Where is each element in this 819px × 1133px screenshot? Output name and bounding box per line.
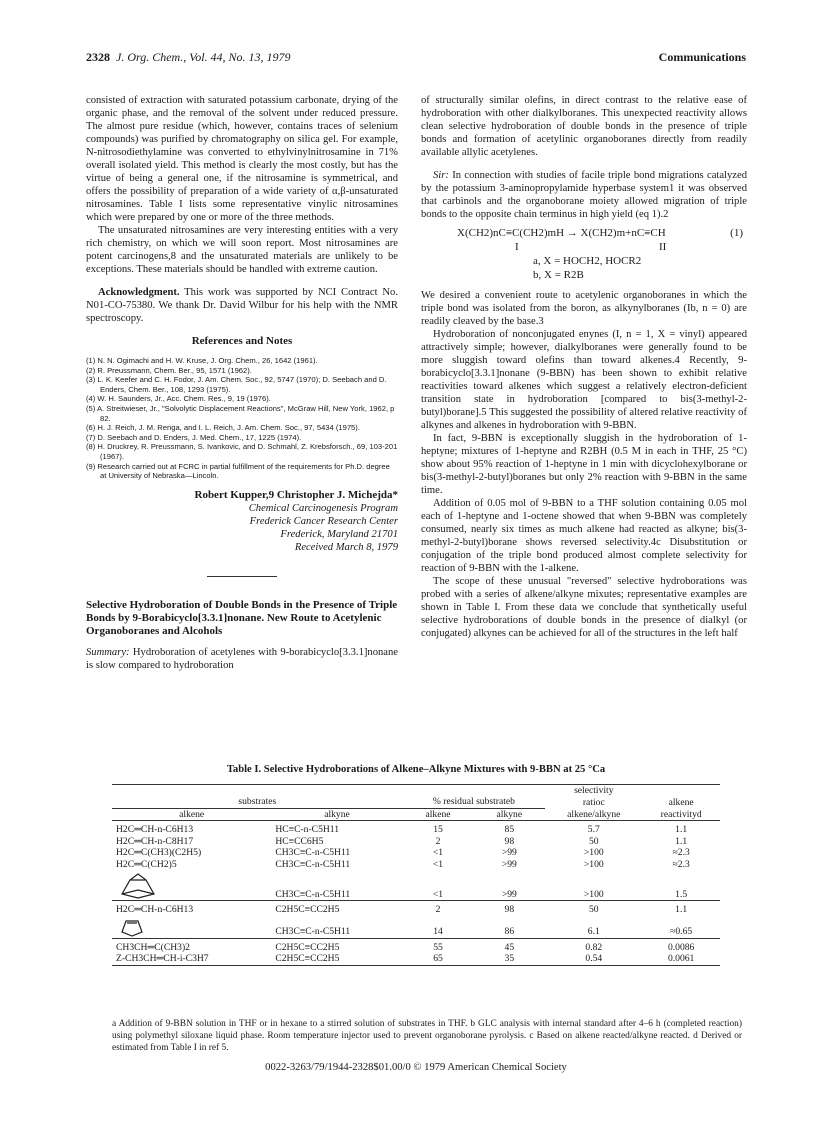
- reference-item: (4) W. H. Saunders, Jr., Acc. Chem. Res., 9, 19 (1976).: [86, 394, 271, 404]
- table-footnotes: a Addition of 9-BBN solution in THF or in hexane to a stirred solution of substrates in THF. b GLC analysis with internal standard after 4–6 h (completed reaction) using polymethyl siloxane liquid phase. Room temperature injector used to prevent organoborane pyrolysis. c Based on alkene reacted/alkyne reacted. d Derived or estimated from Table I in ref 5.: [112, 1019, 742, 1053]
- received-date: Received March 8, 1979: [294, 541, 398, 553]
- data-table: [112, 784, 720, 966]
- col-header: % residual substrateb: [432, 796, 515, 807]
- body-paragraph: of structurally similar olefins, in direct contrast to the relative ease of hydroboration with other dialkylboranes. This unexpected reactivity allows clean selective hydroboration of double bonds in the presence of triple bonds and formation of acetylinic organoboranes directly from readily available allylic acetylenes.: [421, 95, 747, 158]
- body-paragraph: Addition of 0.05 mol of 9-BBN to a THF solution containing 0.05 mol each of 1-heptyne and 1-octene showed that when 9-BBN was completely consumed, nearly six times as much alkene had reacted as alkyne; bis(3-methyl-2-butyl)borane shows reversed selectivity.4c Disubstitution or conjugation of the triple bond produced almost complete selectivity for reaction of 9-BBN with the 1-alkene.: [421, 498, 747, 574]
- table-row: CH3CH═C(CH3)2 C2H5C≡CC2H5 55 45 0.82 0.0086: [112, 938, 720, 953]
- col-header: alkyne: [271, 808, 402, 821]
- body-paragraph: The unsaturated nitrosamines are very interesting entities with a very rich chemistry, on which we will soon report. Most nitrosamines are potent carcinogens,8 and the unsaturated materials are unlikely to be exceptions. These materials should be handled with extreme caution.: [86, 225, 398, 275]
- section-label: Communications: [658, 50, 746, 64]
- journal-citation: J. Org. Chem., Vol. 44, No. 13, 1979: [116, 50, 291, 64]
- equation-number: (1): [730, 227, 743, 239]
- reference-item: (9) Research carried out at FCRC in partial fulfillment of the requirements for Ph.D. degree at University of Nebraska—Lincoln.: [86, 461, 390, 481]
- equation-def: a, X = HOCH2, HOCR2: [533, 255, 642, 267]
- equation-text: X(CH2)nC≡C(CH2)mH → X(CH2)m+nC≡CH: [457, 227, 666, 239]
- right-column: [421, 94, 747, 640]
- section-divider: [207, 576, 277, 577]
- table-row: H2C═C(CH3)(C2H5) CH3C≡C-n-C5H11 <1 >99 >100 ≈2.3: [116, 847, 690, 858]
- reference-item: (6) H. J. Reich, J. M. Renga, and I. L. Reich, J. Am. Chem. Soc., 97, 5434 (1975).: [86, 423, 360, 433]
- col-header: alkene: [668, 796, 694, 808]
- col-header: alkyne: [473, 808, 545, 821]
- reference-item: (1) N. N. Ogimachi and H. W. Kruse, J. Org. Chem., 26, 1642 (1961).: [86, 356, 318, 365]
- body-paragraph: The scope of these unusual "reversed" selective hydroborations was probed with a series of alkene/alkyne mixutes; representative examples are shown in Table I. From these data we conclude that synthetically useful selective hydroborations of double bonds in the presence of dialkyl (or conjugated) alkynes can be achieved for all of the structures in the left half: [421, 576, 747, 639]
- table-row: H2C═CH-n-C6H13 HC≡C-n-C5H11 15 85 5.7 1.1: [116, 824, 688, 835]
- copyright-footer: 0022-3263/79/1944-2328$01.00/0 © 1979 American Chemical Society: [265, 1062, 567, 1073]
- reference-item: (3) L. K. Keefer and C. H. Fodor, J. Am. Chem. Soc., 92, 5747 (1970); D. Seebach and D. Enders, Chem. Ber., 108, 1293 (1975).: [86, 375, 387, 394]
- table-title: Table I. Selective Hydroborations of Alkene–Alkyne Mixtures with 9-BBN at 25 °Ca: [226, 764, 606, 775]
- table-row: H2C═C(CH2)5 CH3C≡C-n-C5H11 <1 >99 >100 ≈2.3: [116, 858, 690, 870]
- table-row: H2C═CH-n-C6H13 C2H5C≡CC2H5 2 98 50 1.1: [112, 901, 720, 916]
- equation-1: [421, 225, 747, 283]
- col-header: alkene: [112, 808, 271, 821]
- body-paragraph: Hydroboration of nonconjugated enynes (I, n = 1, X = vinyl) appeared attractively simple; however, dialkylboranes were generally found to be more sluggish toward olefins than toward alkenes.4 Recently, 9-borabicyclo[3.3.1]nonane (9-BBN) has been shown to exhibit relative reactivities toward alkenes which suggest a relatively electron-deficient transition state in hydroboration [compared to bis(3-methyl-2-butyl)borane].5 This suggested the possibility of altered relative reactivity of alkynes and alkenes in hydroboration with 9-BBN.: [421, 329, 747, 431]
- table-row: CH3C≡C-n-C5H11 <1 >99 >100 1.5: [112, 870, 720, 901]
- body-paragraph: In fact, 9-BBN is exceptionally sluggish in the hydroboration of 1-heptyne; mixtures of 1-heptyne and R2BH (0.5 M in each in THF, 25 °C) show about 95% reaction of 1-heptyne in 1 min with dicyclohexylborane or bis(3-methyl-2-butyl)boranes but only 2% reaction with 9-BBN in the same time.: [421, 433, 747, 496]
- left-column: [86, 94, 398, 672]
- col-header: alkene: [403, 808, 474, 821]
- running-header: [86, 50, 746, 66]
- affiliation-line: Frederick Cancer Research Center: [249, 515, 398, 527]
- references-list: [86, 356, 398, 481]
- equation-def: b, X = R2B: [533, 269, 584, 281]
- col-header: alkene/alkyne: [567, 808, 621, 820]
- authors: Robert Kupper,9 Christopher J. Michejda*: [194, 488, 398, 501]
- summary: Summary: Hydroboration of acetylenes with 9-borabicyclo[3.3.1]nonane is slow compared to hydroboration: [86, 646, 398, 671]
- col-header: reactivityd: [660, 808, 702, 820]
- references-heading: References and Notes: [191, 335, 293, 347]
- col-header: ratioc: [582, 796, 605, 808]
- cyclopentene-structure: [116, 916, 148, 938]
- compound-label: I: [515, 241, 519, 253]
- article-title: Selective Hydroboration of Double Bonds in the Presence of Triple Bonds by 9-Borabicyclo[3.3.1]nonane. New Route to Acetylenic Organoboranes and Alcohols: [86, 598, 398, 637]
- reference-item: (5) A. Streitwieser, Jr., "Solvolytic Displacement Reactions", McGraw Hill, New York, 1962, p 82.: [86, 403, 395, 423]
- body-paragraph: consisted of extraction with saturated potassium carbonate, drying of the organic phase, and the removal of the solvent under reduced pressure. The almost pure residue (which, however, contains traces of selenium compounds) was purified by chromatography on silica gel. For example, N-nitrosodiethylamine was converted to ethylvinylnitrosamine in 71% overall isolated yield. This method is clearly the most costly, but has the virtue of being a general one, if the nitrosamine is symmetrical, and offers the possibility of preparation of a wide variety of α,β-unsaturated nitrosamines. Table I lists some representative vinylic nitrosamines which were prepared by one or more of the three methods.: [86, 95, 398, 223]
- body-paragraph: We desired a convenient route to acetylenic organoboranes in which the triple bond was isolated from the boron, as alkynylboranes (Ib, n = 0) are readily cleaved by the base.3: [421, 290, 747, 327]
- table-row: H2C═CH-n-C8H17 HC≡CC6H5 2 98 50 1.1: [116, 835, 688, 847]
- reference-item: (2) R. Preussmann, Chem. Ber., 95, 1571 (1962).: [86, 365, 252, 375]
- page-number: 2328: [86, 50, 110, 64]
- affiliation-line: Chemical Carcinogenesis Program: [248, 502, 398, 514]
- reference-item: (8) H. Druckrey, R. Preussmann, S. Ivankovic, and D. Schmahl, Z. Krebsforsch., 69, 103-201 (1967).: [86, 442, 398, 461]
- table-row: Z-CH3CH═CH-i-C3H7 C2H5C≡CC2H5 65 35 0.54 0.0061: [112, 953, 720, 965]
- compound-label: II: [659, 241, 667, 253]
- norbornene-structure: [116, 870, 160, 900]
- sir-paragraph: Sir: In connection with studies of facile triple bond migrations catalyzed by the potassium 3-aminopropylamide hyperbase system1 it was observed that carbinols and the organoborane moiety allowed migration of triple bonds to the opposite chain terminus in high yield (eq 1).2: [421, 170, 747, 220]
- col-header: selectivity: [574, 785, 614, 796]
- reference-item: (7) D. Seebach and D. Enders, J. Med. Chem., 17, 1225 (1974).: [86, 432, 302, 442]
- acknowledgment: Acknowledgment. This work was supported by NCI Contract No. N01-CO-75380. We thank Dr. David Wilbur for his help with the NMR spectroscopy.: [86, 287, 398, 324]
- table-row: CH3C≡C-n-C5H11 14 86 6.1 ≈0.65: [112, 916, 720, 939]
- affiliation-line: Frederick, Maryland 21701: [280, 528, 398, 540]
- col-header: substrates: [238, 796, 277, 807]
